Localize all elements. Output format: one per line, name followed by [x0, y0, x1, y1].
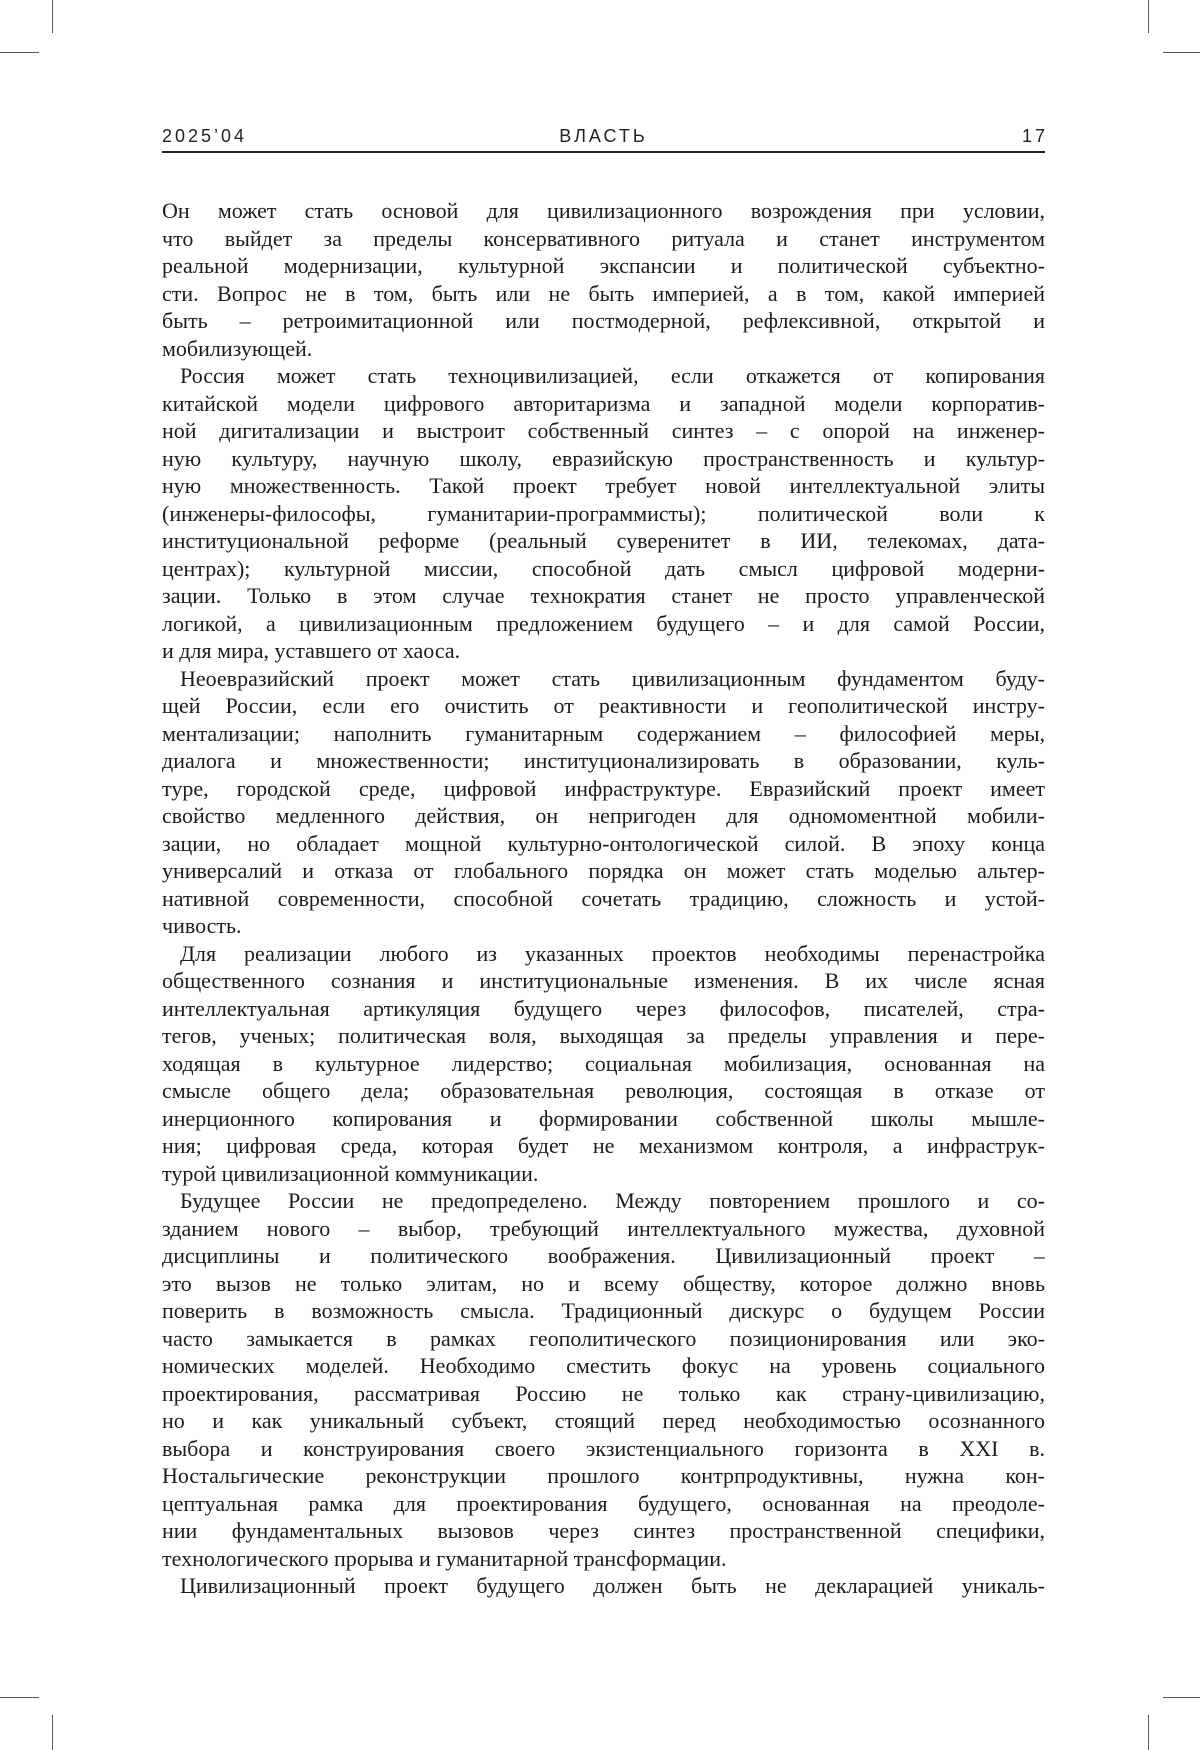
text-line: смысле общего дела; образовательная революция, состоящая в отказе от	[162, 1077, 1045, 1105]
crop-mark-top-left-vertical	[52, 0, 53, 33]
text-line: институциональной реформе (реальный суверенитет в ИИ, телекомах, дата-	[162, 527, 1045, 555]
text-line: китайской модели цифрового авторитаризма и западной модели корпоратив-	[162, 390, 1045, 418]
paragraph	[162, 197, 1045, 362]
text-line: зданием нового – выбор, требующий интеллектуального мужества, духовной	[162, 1215, 1045, 1243]
journal-title: ВЛАСТЬ	[162, 126, 1045, 147]
crop-mark-bottom-left-vertical	[52, 1715, 53, 1750]
running-header	[162, 124, 1045, 152]
text-line: сти. Вопрос не в том, быть или не быть империей, а в том, какой империей	[162, 280, 1045, 308]
paragraph	[162, 940, 1045, 1188]
text-line: туре, городской среде, цифровой инфраструктуре. Евразийский проект имеет	[162, 775, 1045, 803]
text-line: (инженеры-философы, гуманитарии-программисты); политической воли к	[162, 500, 1045, 528]
text-line: быть – ретроимитационной или постмодерной, рефлексивной, открытой и	[162, 307, 1045, 335]
text-line: Будущее России не предопределено. Между повторением прошлого и со-	[162, 1187, 1045, 1215]
text-line: Ностальгические реконструкции прошлого контрпродуктивны, нужна кон-	[162, 1462, 1045, 1490]
text-line: нии фундаментальных вызовов через синтез пространственной специфики,	[162, 1517, 1045, 1545]
text-line: ментализации; наполнить гуманитарным содержанием – философией меры,	[162, 720, 1045, 748]
text-line: цептуальная рамка для проектирования будущего, основанная на преодоле-	[162, 1490, 1045, 1518]
text-line: чивость.	[162, 912, 1045, 940]
text-line: ной дигитализации и выстроит собственный синтез – с опорой на инженер-	[162, 417, 1045, 445]
text-line: центрах); культурной миссии, способной дать смысл цифровой модерни-	[162, 555, 1045, 583]
text-line: зации, но обладает мощной культурно-онтологической силой. В эпоху конца	[162, 830, 1045, 858]
crop-mark-bottom-left-horizontal	[0, 1697, 39, 1698]
issue-number: 2025’04	[162, 126, 247, 147]
text-line: поверить в возможность смысла. Традиционный дискурс о будущем России	[162, 1297, 1045, 1325]
text-line: но и как уникальный субъект, стоящий перед необходимостью осознанного	[162, 1407, 1045, 1435]
crop-mark-top-right-vertical	[1148, 0, 1149, 33]
text-line: нативной современности, способной сочетать традицию, сложность и устой-	[162, 885, 1045, 913]
crop-mark-bottom-right-horizontal	[1163, 1697, 1200, 1698]
text-line: свойство медленного действия, он непригоден для одномоментной мобили-	[162, 802, 1045, 830]
text-line: зации. Только в этом случае технократия станет не просто управленческой	[162, 582, 1045, 610]
text-line: проектирования, рассматривая Россию не только как страну-цивилизацию,	[162, 1380, 1045, 1408]
text-line: Неоевразийский проект может стать цивилизационным фундаментом буду-	[162, 665, 1045, 693]
text-line: тегов, ученых; политическая воля, выходящая за пределы управления и пере-	[162, 1022, 1045, 1050]
crop-mark-bottom-right-vertical	[1148, 1715, 1149, 1750]
crop-mark-top-right-horizontal	[1163, 52, 1200, 53]
text-line: Цивилизационный проект будущего должен быть не декларацией уникаль-	[162, 1572, 1045, 1600]
text-line: Россия может стать техноцивилизацией, если откажется от копирования	[162, 362, 1045, 390]
text-line: интеллектуальная артикуляция будущего через философов, писателей, стра-	[162, 995, 1045, 1023]
paragraph	[162, 1572, 1045, 1600]
header-rule	[162, 151, 1045, 153]
text-line: выбора и конструирования своего экзистенциального горизонта в XXI в.	[162, 1435, 1045, 1463]
text-line: универсалий и отказа от глобального порядка он может стать моделью альтер-	[162, 857, 1045, 885]
text-line: технологического прорыва и гуманитарной трансформации.	[162, 1545, 1045, 1573]
text-line: диалога и множественности; институционализировать в образовании, куль-	[162, 747, 1045, 775]
text-line: Он может стать основой для цивилизационного возрождения при условии,	[162, 197, 1045, 225]
text-line: номических моделей. Необходимо сместить фокус на уровень социального	[162, 1352, 1045, 1380]
text-line: инерционного копирования и формировании собственной школы мышле-	[162, 1105, 1045, 1133]
text-line: общественного сознания и институциональные изменения. В их числе ясная	[162, 967, 1045, 995]
text-line: щей России, если его очистить от реактивности и геополитической инстру-	[162, 692, 1045, 720]
text-line: логикой, а цивилизационным предложением будущего – и для самой России,	[162, 610, 1045, 638]
crop-mark-top-left-horizontal	[0, 52, 39, 53]
article-body	[162, 197, 1045, 1600]
text-line: реальной модернизации, культурной экспансии и политической субъектно-	[162, 252, 1045, 280]
text-line: мобилизующей.	[162, 335, 1045, 363]
text-line: ходящая в культурное лидерство; социальная мобилизация, основанная на	[162, 1050, 1045, 1078]
text-line: и для мира, уставшего от хаоса.	[162, 637, 1045, 665]
paragraph	[162, 665, 1045, 940]
text-line: Для реализации любого из указанных проектов необходимы перенастройка	[162, 940, 1045, 968]
paragraph	[162, 1187, 1045, 1572]
text-line: это вызов не только элитам, но и всему обществу, которое должно вновь	[162, 1270, 1045, 1298]
text-line: ную множественность. Такой проект требует новой интеллектуальной элиты	[162, 472, 1045, 500]
text-line: дисциплины и политического воображения. Цивилизационный проект –	[162, 1242, 1045, 1270]
paragraph	[162, 362, 1045, 665]
page-number: 17	[1022, 126, 1048, 147]
text-line: что выйдет за пределы консервативного ритуала и станет инструментом	[162, 225, 1045, 253]
text-line: турой цивилизационной коммуникации.	[162, 1160, 1045, 1188]
text-line: ния; цифровая среда, которая будет не механизмом контроля, а инфраструк-	[162, 1132, 1045, 1160]
text-line: часто замыкается в рамках геополитического позиционирования или эко-	[162, 1325, 1045, 1353]
text-line: ную культуру, научную школу, евразийскую пространственность и культур-	[162, 445, 1045, 473]
